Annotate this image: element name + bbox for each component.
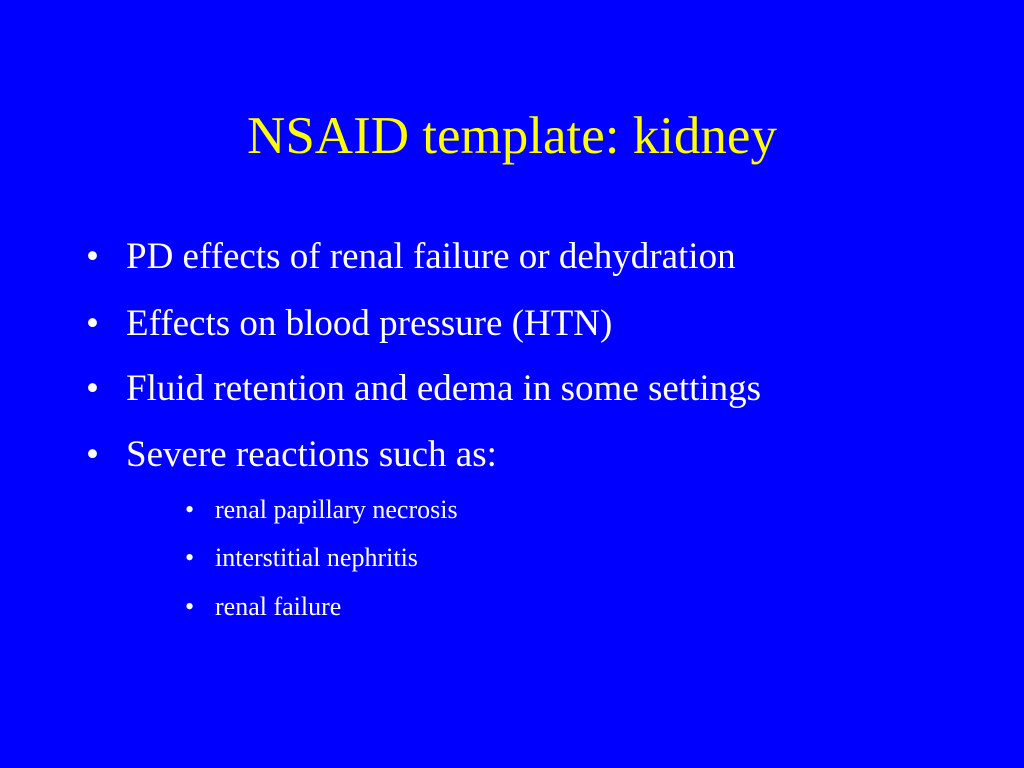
bullet-marker: • [86,434,99,475]
sub-bullet-text: renal papillary necrosis [215,495,458,524]
bullet-text: Fluid retention and edema in some settings [126,368,762,409]
sub-bullet-marker: • [185,543,195,572]
bullet-marker: • [86,236,99,277]
sub-bullet-marker: • [185,592,195,621]
bullet-text: Severe reactions such as: [126,434,497,475]
slide-title: NSAID template: kidney [247,107,777,165]
sub-bullet-text: interstitial nephritis [215,543,418,572]
bullet-text: Effects on blood pressure (HTN) [126,303,613,344]
bullet-marker: • [86,303,99,344]
bullet-text: PD effects of renal failure or dehydration [126,236,736,277]
bullet-marker: • [86,368,99,409]
sub-bullet-text: renal failure [215,592,342,621]
sub-bullet-marker: • [185,495,195,524]
